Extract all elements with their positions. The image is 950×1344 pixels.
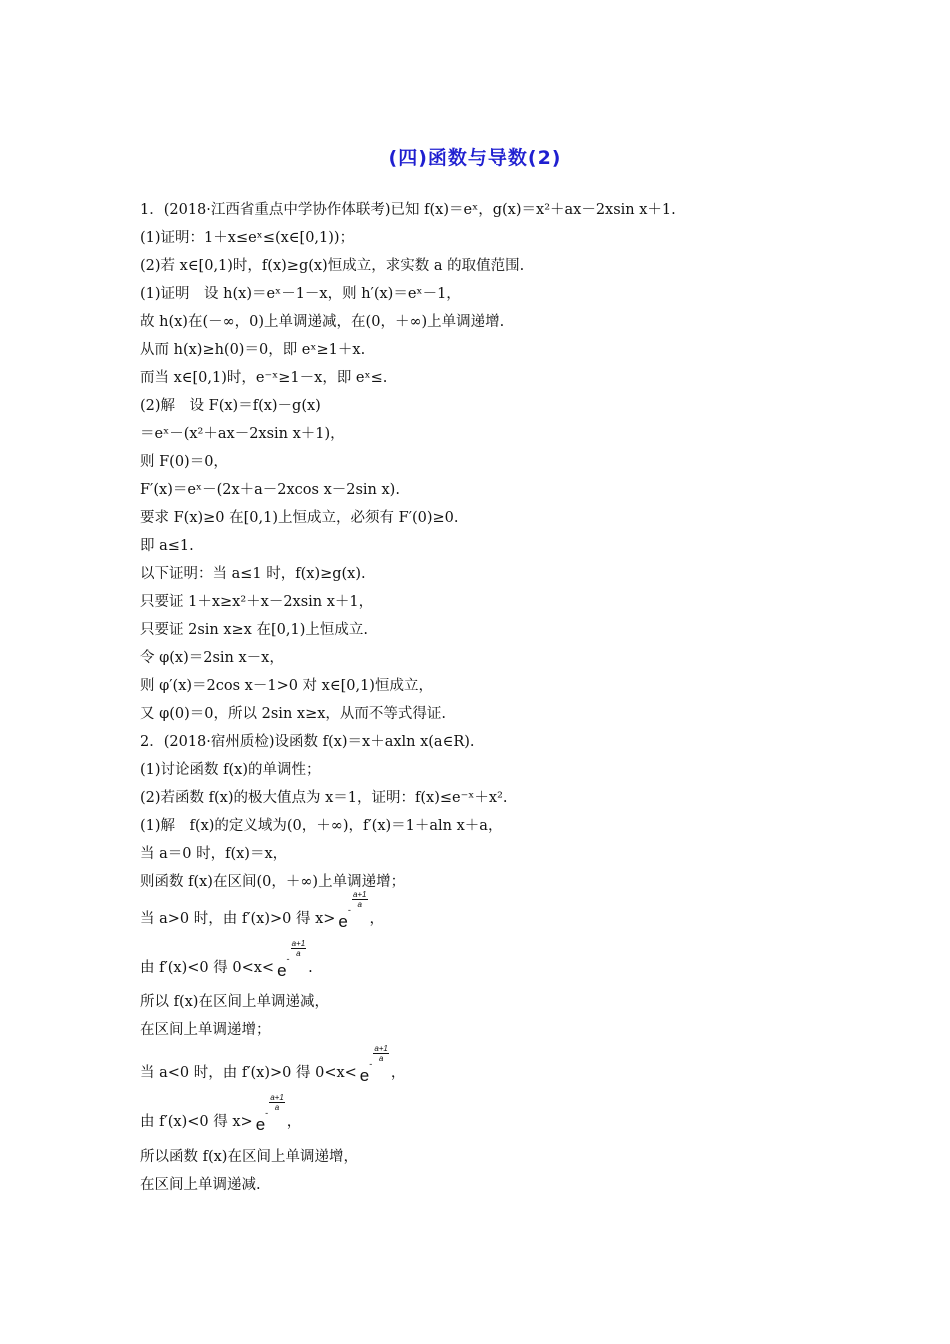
exp-base: e [359, 1066, 370, 1085]
formula-text: 当 a<0 时，由 f′(x)>0 得 0<x< [140, 1065, 357, 1081]
text-line: 所以 f(x)在区间上单调递减， [140, 994, 329, 1010]
formula-line [140, 1093, 302, 1135]
exp-base: e [277, 961, 287, 980]
formula-line [140, 890, 385, 932]
exp-fraction [373, 1044, 389, 1063]
text-line: 只要证 1＋x≥x²＋x－2xsin x＋1， [140, 594, 374, 610]
text-line: (1)讨论函数 f(x)的单调性； [140, 762, 321, 778]
text-line: 则函数 f(x)在区间(0，＋∞)上单调递增； [140, 874, 406, 890]
text-line: 只要证 2sin x≥x 在[0,1)上恒成立. [140, 622, 368, 638]
formula-text: 当 a>0 时，由 f′(x)>0 得 x> [140, 911, 336, 927]
text-line: 令 φ(x)＝2sin x－x， [140, 650, 284, 666]
exp-minus: - [347, 906, 351, 916]
text-line: 即 a≤1. [140, 538, 194, 554]
exp-minus: - [265, 1109, 269, 1119]
text-line: 1．(2018·江西省重点中学协作体联考)已知 f(x)＝eˣ，g(x)＝x²＋ax－2xsin x＋1. [140, 202, 676, 218]
text-line: 则 F(0)＝0， [140, 454, 228, 470]
text-line: (1)解 f(x)的定义域为(0，＋∞)，f′(x)＝1＋aln x＋a， [140, 818, 503, 834]
formula-line [140, 939, 313, 981]
exp-denominator: a [274, 1103, 280, 1112]
formula-tail: ， [369, 911, 385, 927]
text-line: 则 φ′(x)＝2cos x－1>0 对 x∈[0,1)恒成立， [140, 678, 433, 694]
formula-tail: ， [286, 1114, 302, 1130]
formula-text: 由 f′(x)<0 得 x> [140, 1114, 253, 1130]
text-line: 所以函数 f(x)在区间上单调递增， [140, 1149, 358, 1165]
text-line: 要求 F(x)≥0 在[0,1)上恒成立，必须有 F′(0)≥0. [140, 510, 459, 526]
exp-denominator: a [378, 1054, 384, 1063]
text-line: 故 h(x)在(－∞，0)上单调递减，在(0，＋∞)上单调递增. [140, 314, 505, 330]
exp-base: e [255, 1115, 266, 1134]
text-line: (2)若函数 f(x)的极大值点为 x＝1，证明：f(x)≤e⁻ˣ＋x². [140, 790, 508, 806]
text-line: 而当 x∈[0,1)时，e⁻ˣ≥1－x，即 eˣ≤. [140, 370, 388, 386]
text-line: (2)解 设 F(x)＝f(x)－g(x) [140, 398, 321, 414]
exp-fraction [352, 890, 368, 909]
text-line: 2．(2018·宿州质检)设函数 f(x)＝x＋axln x(a∈R). [140, 734, 475, 750]
text-line: (2)若 x∈[0,1)时，f(x)≥g(x)恒成立，求实数 a 的取值范围. [140, 258, 525, 274]
exp-numerator: a+1 [291, 939, 306, 948]
formula-tail: ， [390, 1065, 406, 1081]
exp-denominator: a [357, 900, 362, 909]
text-line: (1)证明：1＋x≤eˣ≤(x∈[0,1))； [140, 230, 355, 246]
text-line: 在区间上单调递增； [140, 1022, 271, 1038]
exp-numerator: a+1 [352, 890, 367, 899]
exp-numerator: a+1 [270, 1093, 284, 1102]
exp-numerator: a+1 [374, 1044, 388, 1053]
formula-text: 由 f′(x)<0 得 0<x< [140, 960, 275, 976]
text-line: 以下证明：当 a≤1 时，f(x)≥g(x). [140, 566, 366, 582]
text-line: 当 a＝0 时，f(x)＝x， [140, 846, 288, 862]
text-line: 从而 h(x)≥h(0)＝0，即 eˣ≥1＋x. [140, 342, 366, 358]
exp-minus: - [369, 1060, 373, 1070]
page-title: (四)函数与导数(2) [388, 147, 562, 169]
text-line: (1)证明 设 h(x)＝eˣ－1－x，则 h′(x)＝eˣ－1， [140, 286, 461, 302]
exp-minus: - [286, 955, 290, 965]
text-line: ＝eˣ－(x²＋ax－2xsin x＋1)， [140, 426, 345, 442]
exp-fraction [269, 1093, 285, 1112]
formula-tail: . [308, 960, 313, 976]
exp-fraction [291, 939, 307, 958]
text-line: 在区间上单调递减. [140, 1177, 261, 1193]
exp-denominator: a [296, 949, 301, 958]
text-line: 又 φ(0)＝0，所以 2sin x≥x，从而不等式得证. [140, 706, 446, 722]
formula-line [140, 1044, 406, 1086]
exp-base: e [338, 912, 348, 931]
text-line: F′(x)＝eˣ－(2x＋a－2xcos x－2sin x). [140, 482, 400, 498]
